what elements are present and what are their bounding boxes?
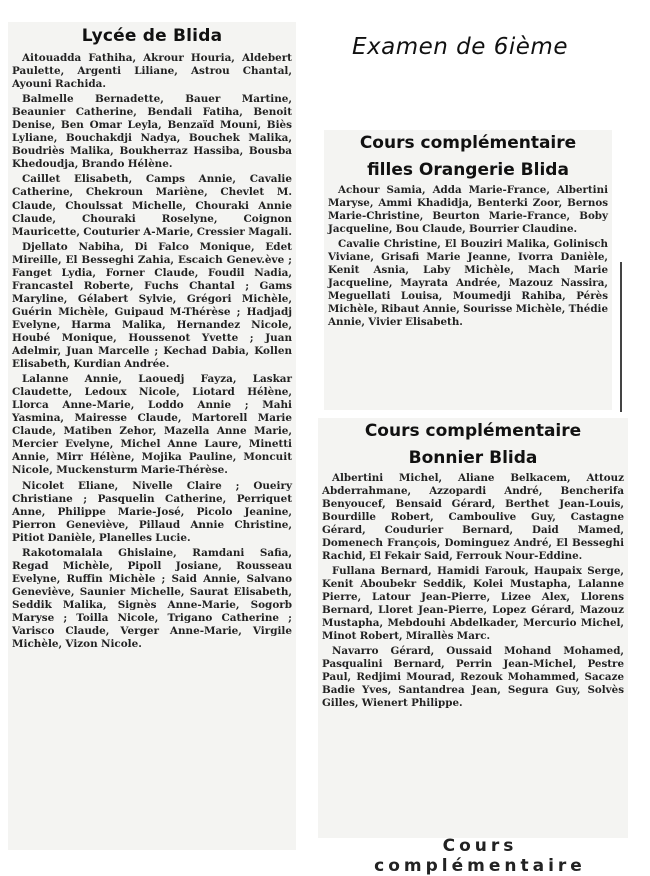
bonnier-title-line1: Cours complémentaire (364, 421, 582, 441)
bonnier-title-line2: Bonnier Blida (408, 448, 538, 468)
lycee-paragraph-c: Caillet Elisabeth, Camps Annie, Cavalie Catherine, Chekroun Mariène, Chevlet M. Claude, Choulssat Michelle, Chouraki Annie Claude, Chouraki Roselyne, Coignon Mauricette, Couturier A-Marie, Cressier Magali. (12, 173, 292, 238)
bonnier-paragraph-a: Albertini Michel, Aliane Belkacem, Attouz Abderrahmane, Azzopardi André, Bencherifa Benyoucef, Bensaid Gérard, Berthet Jean-Louis, Bourdille Robert, Camboulive Guy, Castagne Gérard, Coudurier Bernard, Daid Mamed, Domenech François, Dominguez André, El Besseghi Rachid, El Fekair Said, Ferrouk Nour-Eddine. (322, 472, 624, 562)
lycee-title: Lycée de Blida (81, 26, 223, 46)
orangerie-paragraph-a: Achour Samia, Adda Marie-France, Albertini Maryse, Ammi Khadidja, Benterki Zoor, Bernos Marie-Christine, Beurton Marie-France, Boby Jacqueline, Bou Claude, Bourrier Claudine. (328, 184, 608, 235)
next-section-heading-text: Cours complémentaire (374, 836, 586, 876)
orangerie-paragraph-c: Cavalie Christine, El Bouziri Malika, Golinisch Viviane, Grisafi Marie Jeanne, Ivorra Danièle, Kenit Asnia, Laby Michèle, Mach Marie Jacqueline, Mayrata Andrée, Mazouz Nassira, Meguellati Louisa, Moumedji Rahiba, Pérès Michèle, Ribaut Annie, Sourisse Michèle, Thédie Annie, Vivier Elisabeth. (328, 238, 608, 328)
lycee-paragraph-r: Rakotomalala Ghislaine, Ramdani Safia, Regad Michèle, Pipoll Josiane, Rousseau Evelyne, Ruffin Michèle ; Said Annie, Salvano Geneviève, Saunier Michelle, Saurat Elisabeth, Seddik Malika, Signès Anne-Marie, Sogorb Maryse ; Toilla Nicole, Trigano Catherine ; Varisco Claude, Verger Anne-Marie, Virgile Michèle, Vizon Nicole. (12, 546, 292, 651)
column-rule (620, 262, 622, 412)
lycee-paragraph-n: Nicolet Eliane, Nivelle Claire ; Oueiry Christiane ; Pasquelin Catherine, Perriquet Anne, Philippe Marie-José, Picolo Jeanine, Pierron Geneviève, Pillaud Annie Christine, Pitiot Danièle, Planelles Lucie. (12, 479, 292, 544)
lycee-paragraph-a: Aitouadda Fathiha, Akrour Houria, Aldebert Paulette, Argenti Liliane, Astrou Chantal, Ayouni Rachida. (12, 52, 292, 91)
bonnier-paragraph-n: Navarro Gérard, Oussaid Mohand Mohamed, Pasqualini Bernard, Perrin Jean-Michel, Pestre Paul, Redjimi Mourad, Rezouk Mohammed, Sacaze Badie Yves, Santandrea Jean, Segura Guy, Solvès Gilles, Wienert Philippe. (322, 645, 624, 709)
bonnier-paragraph-f: Fullana Bernard, Hamidi Farouk, Haupaix Serge, Kenit Aboubekr Seddik, Kolei Mustapha, Lalanne Pierre, Latour Jean-Pierre, Lizee Alex, Llorens Bernard, Lloret Jean-Pierre, Lopez Gérard, Mazouz Mustapha, Mebdouhi Abdelkader, Mercurio Michel, Minot Robert, Mirallès Marc. (322, 565, 624, 642)
orangerie-title-line1: Cours complémentaire (359, 133, 577, 153)
next-section-heading-cut (360, 828, 600, 876)
lycee-paragraph-b: Balmelle Bernadette, Bauer Martine, Beaunier Catherine, Bendali Fatiha, Benoit Denise, Ben Omar Leyla, Benzaïd Mouni, Biès Lyliane, Bouchakdji Nadya, Bouchek Malika, Boudriès Malika, Boukherraz Hassiba, Bousba Khedoudja, Brando Hélène. (12, 93, 292, 171)
lycee-paragraph-l: Lalanne Annie, Laouedj Fayza, Laskar Claudette, Ledoux Nicole, Liotard Hélène, Llorca Anne-Marie, Loddo Annie ; Mahi Yasmina, Mairesse Claude, Martorell Marie Claude, Matiben Zehor, Mazella Anne Marie, Mercier Evelyne, Michel Anne Laure, Minetti Annie, Mirr Hélène, Mojika Pauline, Moncuit Nicole, Muckensturm Marie-Thérèse. (12, 373, 292, 477)
lycee-paragraph-d: Djellato Nabiha, Di Falco Monique, Edet Mireille, El Besseghi Zahia, Escaich Genev.ève ; Fanget Lydia, Forner Claude, Foudil Nadia, Francastel Roberte, Fuchs Chantal ; Gams Maryline, Gélabert Sylvie, Grégori Michèle, Guérin Michèle, Guipaud M-Thérèse ; Hadjadj Evelyne, Harma Malika, Hernandez Nicole, Houbé Monique, Houssenot Yvette ; Juan Adelmir, Juan Marcelle ; Kechad Dabia, Kollen Elisabeth, Kurdian Andrée. (12, 240, 292, 371)
lycee-column (8, 22, 296, 850)
orangerie-title-line2: filles Orangerie Blida (367, 160, 569, 180)
bonnier-box (318, 418, 628, 838)
orangerie-box (324, 130, 612, 410)
exam-handwritten-note: Examen de 6ième (352, 34, 568, 60)
